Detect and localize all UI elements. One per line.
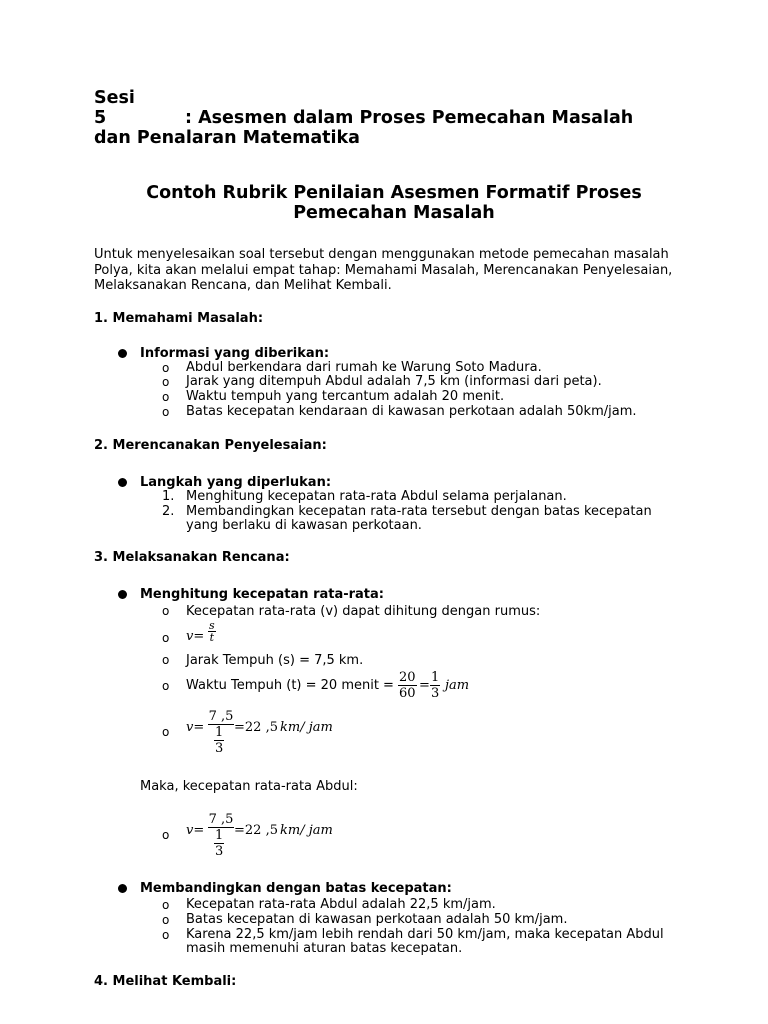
formula-result: =22 ,5 xyxy=(234,823,278,839)
compare-list xyxy=(94,898,694,957)
list-item-text: Batas kecepatan di kawasan perkotaan adalah 50 km/jam. xyxy=(186,911,568,927)
step1-bullet xyxy=(94,346,694,361)
list-item xyxy=(94,375,694,390)
fraction-denominator: 3 xyxy=(215,741,224,757)
list-number: 1. xyxy=(162,489,175,505)
circle-bullet-icon: o xyxy=(162,404,170,419)
formula-v: v= xyxy=(186,720,205,736)
list-item-text: Kecepatan rata-rata Abdul adalah 22,5 km/jam. xyxy=(186,897,496,913)
list-item-text: Waktu Tempuh (t) = 20 menit = xyxy=(186,678,394,694)
fraction-numerator: 20 xyxy=(399,670,416,686)
list-item-text: yang berlaku di kawasan perkotaan. xyxy=(186,517,422,533)
fraction-numerator: 7 ,5 xyxy=(208,709,234,725)
session-title-line1: Asesmen dalam Proses Pemecahan Masalah xyxy=(198,108,634,128)
formula-row xyxy=(162,620,362,654)
list-item xyxy=(94,505,694,534)
step1-list xyxy=(94,361,694,420)
fraction-numerator: 1 xyxy=(215,725,224,741)
fraction-s-over-t xyxy=(208,620,216,643)
fraction-numerator: s xyxy=(209,619,215,633)
document-title xyxy=(94,184,694,223)
circle-bullet-icon: o xyxy=(162,927,170,942)
list-item xyxy=(94,490,694,504)
list-item xyxy=(94,913,694,928)
list-item-text: Karena 22,5 km/jam lebih rendah dari 50 km/jam, maka kecepatan Abdul xyxy=(186,926,664,942)
circle-bullet-icon: o xyxy=(162,375,170,390)
fraction-numerator: 7 ,5 xyxy=(208,812,234,828)
list-item-text: Abdul berkendara dari rumah ke Warung Soto Madura. xyxy=(186,359,542,375)
list-item xyxy=(94,390,694,405)
document-title-line2: Pemecahan Masalah xyxy=(293,202,495,223)
list-item-text: Menghitung kecepatan rata-rata Abdul selama perjalanan. xyxy=(186,489,567,505)
list-item-text: Jarak yang ditempuh Abdul adalah 7,5 km (informasi dari peta). xyxy=(186,374,602,390)
list-number: 2. xyxy=(162,503,175,519)
fraction-1-over-3 xyxy=(214,725,224,756)
step2-bullet-label: Langkah yang diperlukan: xyxy=(140,475,332,491)
fraction-denominator: 3 xyxy=(431,686,440,702)
document-page xyxy=(94,88,694,989)
fraction-20-over-60 xyxy=(398,670,417,701)
formula-row xyxy=(162,812,422,866)
session-label: Sesi 5 xyxy=(94,88,135,128)
fraction-numerator: 1 xyxy=(431,670,440,686)
step3-bullet-label: Menghitung kecepatan rata-rata: xyxy=(140,587,384,603)
intro-line: Polya, kita akan melalui empat tahap: Memahami Masalah, Merencanakan Penyelesaian, xyxy=(94,262,673,278)
list-item xyxy=(94,405,694,420)
circle-bullet-icon: o xyxy=(162,898,170,913)
circle-bullet-icon: o xyxy=(162,828,170,843)
step2-heading: 2. Merencanakan Penyelesaian: xyxy=(94,438,327,454)
equals-sign: = xyxy=(419,678,430,694)
fraction-1-over-3 xyxy=(214,828,224,859)
list-item xyxy=(162,670,682,706)
fraction-denominator: 60 xyxy=(399,686,416,702)
list-item xyxy=(94,898,694,913)
list-item xyxy=(94,928,694,957)
circle-bullet-icon: o xyxy=(162,679,170,694)
formula-result: =22 ,5 xyxy=(234,720,278,736)
list-item-text: Membandingkan kecepatan rata-rata tersebut dengan batas kecepatan xyxy=(186,503,652,519)
intro-line: Melaksanakan Rencana, dan Melihat Kembali. xyxy=(94,278,392,293)
intro-line: Untuk menyelesaikan soal tersebut dengan menggunakan metode pemecahan masalah xyxy=(94,247,669,262)
circle-bullet-icon: o xyxy=(162,604,170,619)
circle-bullet-icon: o xyxy=(162,653,170,668)
step2-list xyxy=(94,490,694,533)
session-title-line2: dan Penalaran Matematika xyxy=(94,128,360,148)
list-item-text: Jarak Tempuh (s) = 7,5 km. xyxy=(186,653,364,669)
conclusion-text: Maka, kecepatan rata-rata Abdul: xyxy=(140,779,358,795)
list-item-text: masih memenuhi aturan batas kecepatan. xyxy=(186,941,463,957)
step1-heading: 1. Memahami Masalah: xyxy=(94,310,264,326)
step1-bullet-label: Informasi yang diberikan: xyxy=(140,345,330,361)
circle-bullet-icon: o xyxy=(162,389,170,404)
bullet-dot-icon xyxy=(118,478,127,487)
circle-bullet-icon: o xyxy=(162,631,170,646)
fraction-numerator: 1 xyxy=(215,828,224,844)
formula-v: v= xyxy=(186,629,205,645)
list-item-text: Waktu tempuh yang tercantum adalah 20 menit. xyxy=(186,388,505,404)
bullet-dot-icon xyxy=(118,590,127,599)
fraction-denominator: 3 xyxy=(215,844,224,860)
document-title-line1: Contoh Rubrik Penilaian Asesmen Formatif Proses xyxy=(146,183,642,203)
circle-bullet-icon: o xyxy=(162,725,170,740)
bullet-row xyxy=(94,881,694,896)
step2-bullet xyxy=(94,475,694,490)
step3-bullet2 xyxy=(94,881,694,896)
step3-bullet2-label: Membandingkan dengan batas kecepatan: xyxy=(140,881,452,897)
circle-bullet-icon: o xyxy=(162,360,170,375)
list-item-text: Batas kecepatan kendaraan di kawasan perkotaan adalah 50km/jam. xyxy=(186,403,637,419)
unit-jam: jam xyxy=(445,678,470,694)
formula-row xyxy=(162,709,422,763)
step3-bullet xyxy=(94,587,694,602)
step3-heading: 3. Melaksanakan Rencana: xyxy=(94,550,290,566)
bullet-dot-icon xyxy=(118,884,127,893)
list-item-text: Kecepatan rata-rata (v) dapat dihitung dengan rumus: xyxy=(186,604,541,620)
list-item xyxy=(94,361,694,376)
fraction-denominator: t xyxy=(209,631,215,645)
intro-paragraph xyxy=(94,247,694,294)
bullet-dot-icon xyxy=(118,349,127,358)
session-heading xyxy=(94,88,694,128)
circle-bullet-icon: o xyxy=(162,912,170,927)
fraction-1-over-3 xyxy=(430,670,440,701)
unit-km-per-jam: km/ jam xyxy=(280,720,333,736)
formula-v: v= xyxy=(186,823,205,839)
unit-km-per-jam: km/ jam xyxy=(280,823,333,839)
step4-heading: 4. Melihat Kembali: xyxy=(94,974,237,990)
step3-math-block xyxy=(94,602,694,920)
session-separator: : xyxy=(185,108,192,128)
